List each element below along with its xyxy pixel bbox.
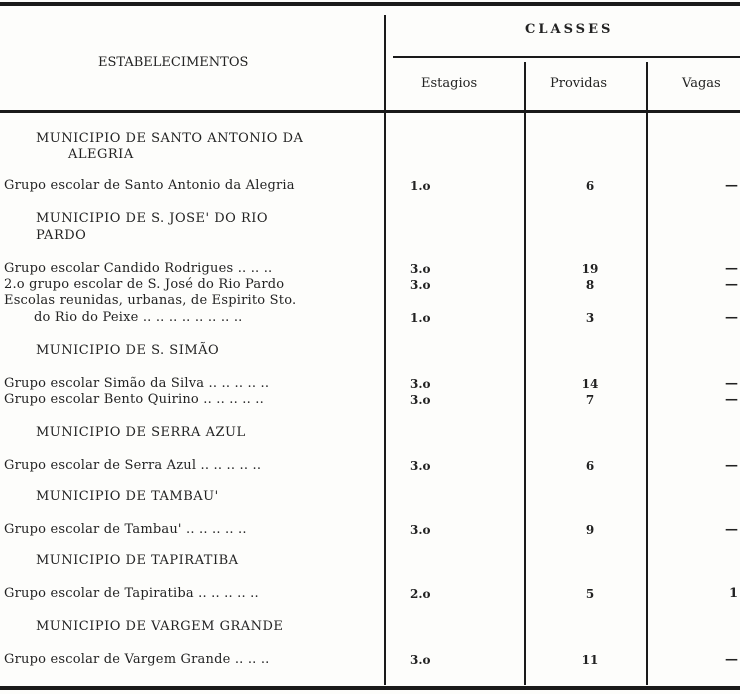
establishment-name: Grupo escolar de Vargem Grande .. .. ..: [4, 652, 270, 667]
providas-value: 5: [585, 587, 595, 601]
municipio-heading: ALEGRIA: [68, 147, 134, 162]
municipio-heading: MUNICIPIO DE S. JOSE' DO RIO: [36, 211, 269, 226]
establishment-name: Grupo escolar de Tambau' .. .. .. .. ..: [4, 522, 247, 537]
vagas-value: 1: [728, 586, 738, 601]
establishment-name: Grupo escolar Simão da Silva .. .. .. .. ..: [4, 376, 270, 391]
municipio-heading: MUNICIPIO DE TAMBAU': [36, 489, 219, 504]
header-classes: CLASSES: [525, 22, 614, 37]
providas-value: 7: [585, 393, 595, 407]
establishment-name: Grupo escolar de Tapiratiba .. .. .. .. ..: [4, 586, 259, 601]
vagas-value: —: [725, 376, 738, 391]
providas-value: 11: [581, 653, 599, 667]
vagas-value: —: [725, 522, 738, 537]
vagas-value: —: [725, 392, 738, 407]
municipio-heading: MUNICIPIO DE VARGEM GRANDE: [36, 619, 284, 634]
estagios-value: 1.o: [410, 311, 431, 325]
header-vagas: Vagas: [682, 76, 721, 91]
vagas-value: —: [725, 277, 738, 292]
establishment-name: Grupo escolar Bento Quirino .. .. .. .. ..: [4, 392, 264, 407]
establishment-name: Grupo escolar de Serra Azul .. .. .. .. ..: [4, 458, 262, 473]
vagas-value: —: [725, 178, 738, 193]
header-rule: [0, 110, 740, 113]
vagas-value: —: [725, 652, 738, 667]
estagios-value: 1.o: [410, 179, 431, 193]
top-rule: [0, 2, 740, 6]
classes-rule: [393, 56, 740, 58]
providas-value: 14: [581, 377, 599, 391]
estagios-value: 3.o: [410, 262, 431, 276]
establishment-name: Grupo escolar de Santo Antonio da Alegria: [4, 178, 295, 193]
bottom-rule: [0, 686, 740, 690]
municipio-heading: MUNICIPIO DE SANTO ANTONIO DA: [36, 131, 304, 146]
column-divider: [646, 62, 648, 685]
estagios-value: 2.o: [410, 587, 431, 601]
municipio-heading: MUNICIPIO DE SERRA AZUL: [36, 425, 246, 440]
header-providas: Providas: [550, 76, 608, 91]
header-establishments: ESTABELECIMENTOS: [98, 55, 249, 70]
vagas-value: —: [725, 261, 738, 276]
vagas-value: —: [725, 310, 738, 325]
establishment-name: Escolas reunidas, urbanas, de Espirito Sto.: [4, 293, 297, 308]
estagios-value: 3.o: [410, 278, 431, 292]
establishment-name: 2.o grupo escolar de S. José do Rio Pardo: [4, 277, 285, 292]
header-estagios: Estagios: [421, 76, 478, 91]
estagios-value: 3.o: [410, 377, 431, 391]
vagas-value: —: [725, 458, 738, 473]
providas-value: 19: [581, 262, 599, 276]
providas-value: 6: [585, 459, 595, 473]
column-divider: [384, 15, 386, 685]
providas-value: 9: [585, 523, 595, 537]
estagios-value: 3.o: [410, 653, 431, 667]
estagios-value: 3.o: [410, 523, 431, 537]
estagios-value: 3.o: [410, 459, 431, 473]
establishment-name-cont: do Rio do Peixe .. .. .. .. .. .. .. ..: [34, 310, 243, 325]
municipio-heading: PARDO: [36, 228, 87, 243]
estagios-value: 3.o: [410, 393, 431, 407]
municipio-heading: MUNICIPIO DE TAPIRATIBA: [36, 553, 239, 568]
providas-value: 3: [585, 311, 595, 325]
providas-value: 6: [585, 179, 595, 193]
establishment-name: Grupo escolar Candido Rodrigues .. .. ..: [4, 261, 273, 276]
municipio-heading: MUNICIPIO DE S. SIMÃO: [36, 343, 220, 358]
column-divider: [524, 62, 526, 685]
providas-value: 8: [585, 278, 595, 292]
